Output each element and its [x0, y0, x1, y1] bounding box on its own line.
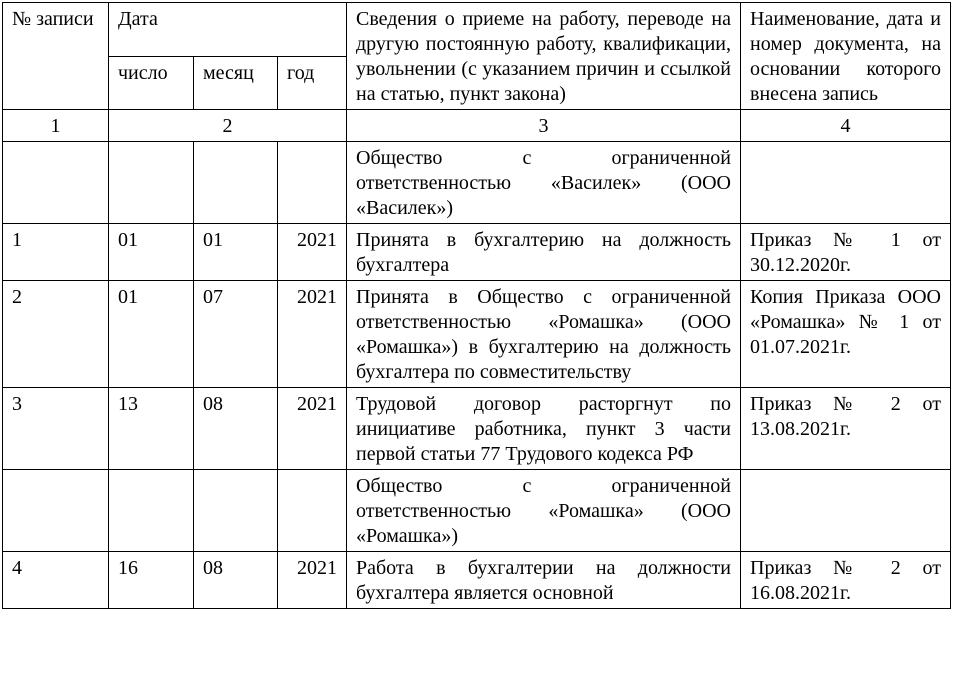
record-month: 01 [194, 224, 278, 281]
record-number [3, 142, 109, 224]
record-month: 08 [194, 552, 278, 609]
record-year: 2021 [278, 388, 347, 470]
table-row [3, 281, 951, 388]
header-day: число [109, 56, 194, 110]
record-number: 4 [3, 552, 109, 609]
record-year [278, 470, 347, 552]
record-month: 08 [194, 388, 278, 470]
record-document: Копия Приказа ООО «Ромашка» № 1 от 01.07.2021г. [741, 281, 951, 388]
record-document: Приказ № 2 от 16.08.2021г. [741, 552, 951, 609]
record-number: 1 [3, 224, 109, 281]
record-document [741, 142, 951, 224]
record-info: Принята в бухгалтерию на должность бухгалтера [347, 224, 741, 281]
record-document [741, 470, 951, 552]
record-day [109, 142, 194, 224]
record-info: Принята в Общество с ограниченной ответственностью «Ромашка» (ООО «Ромашка») в бухгалтерию на должность бухгалтера по совместительству [347, 281, 741, 388]
record-info: Работа в бухгалтерии на должности бухгалтера является основной [347, 552, 741, 609]
table-row [3, 470, 951, 552]
record-year: 2021 [278, 281, 347, 388]
record-number: 3 [3, 388, 109, 470]
employment-record-table [2, 2, 951, 609]
table-row [3, 224, 951, 281]
record-info: Общество с ограниченной ответственностью «Василек» (ООО «Василек») [347, 142, 741, 224]
record-year [278, 142, 347, 224]
column-number: 3 [347, 110, 741, 142]
record-month: 07 [194, 281, 278, 388]
table-row [3, 388, 951, 470]
header-info: Сведения о приеме на работу, переводе на другую постоянную работу, квалификации, увольнении (с указанием причин и ссылкой на статью, пункт закона) [347, 3, 741, 110]
record-month [194, 470, 278, 552]
record-document: Приказ № 1 от 30.12.2020г. [741, 224, 951, 281]
record-month [194, 142, 278, 224]
record-day [109, 470, 194, 552]
header-date: Дата [109, 3, 347, 57]
record-document: Приказ № 2 от 13.08.2021г. [741, 388, 951, 470]
header-row [3, 3, 951, 57]
header-year: год [278, 56, 347, 110]
column-number-row [3, 110, 951, 142]
table-row [3, 142, 951, 224]
record-day: 01 [109, 224, 194, 281]
record-day: 16 [109, 552, 194, 609]
record-day: 13 [109, 388, 194, 470]
column-number: 1 [3, 110, 109, 142]
record-info: Трудовой договор расторгнут по инициативе работника, пункт 3 части первой статьи 77 Трудового кодекса РФ [347, 388, 741, 470]
record-number [3, 470, 109, 552]
record-day: 01 [109, 281, 194, 388]
header-document: Наименование, дата и номер документа, на основании которого внесена запись [741, 3, 951, 110]
column-number: 2 [109, 110, 347, 142]
record-year: 2021 [278, 224, 347, 281]
record-number: 2 [3, 281, 109, 388]
record-year: 2021 [278, 552, 347, 609]
table-row [3, 552, 951, 609]
header-month: месяц [194, 56, 278, 110]
column-number: 4 [741, 110, 951, 142]
record-info: Общество с ограниченной ответственностью «Ромашка» (ООО «Ромашка») [347, 470, 741, 552]
header-record-number: № записи [3, 3, 109, 110]
